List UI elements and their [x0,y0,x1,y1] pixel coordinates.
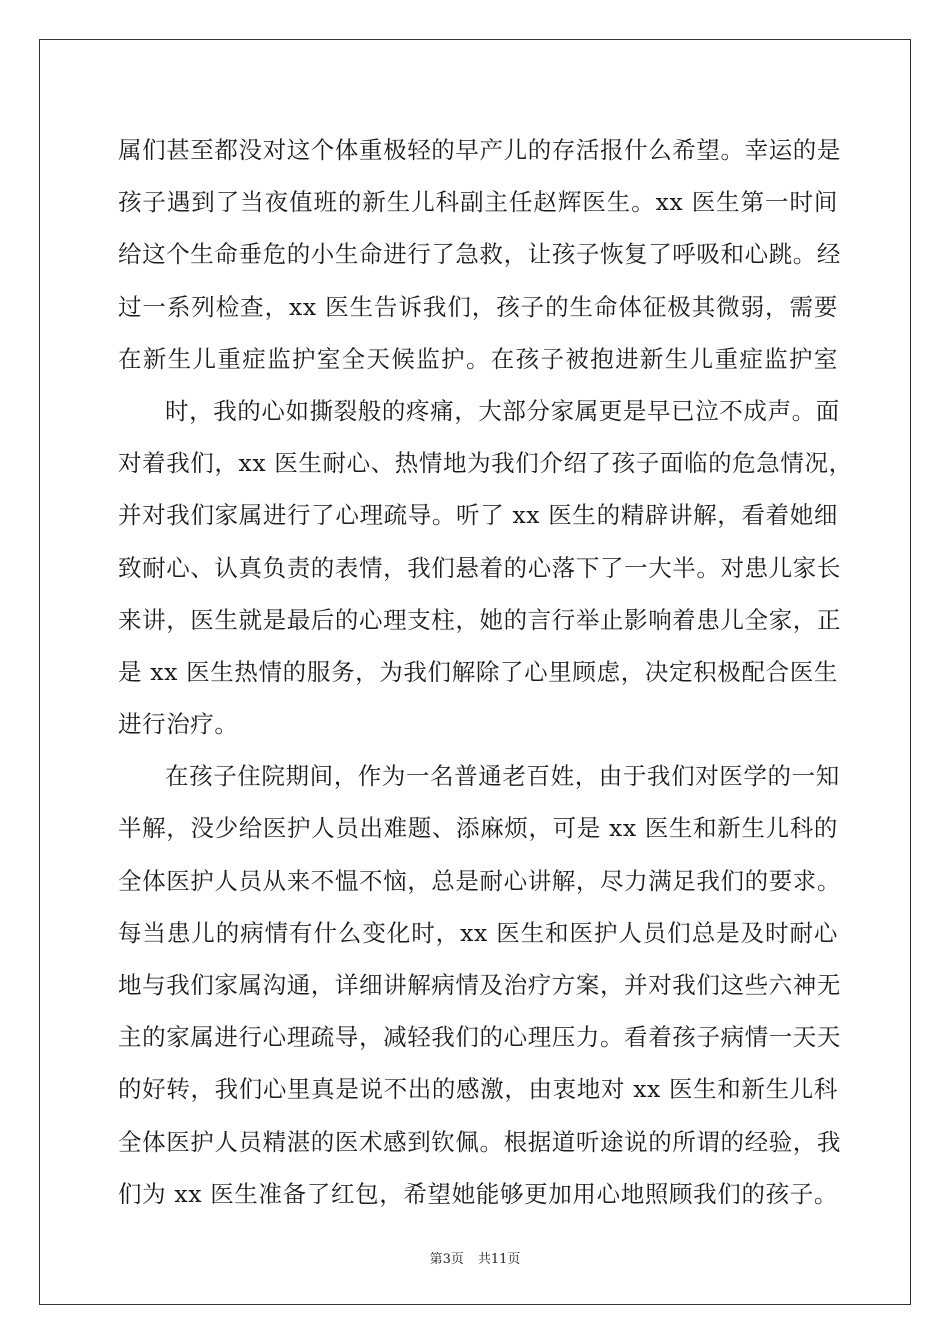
page-footer [0,1248,950,1267]
text-line: 孩子遇到了当夜值班的新生儿科副主任赵辉医生。xx 医生第一时间 [118,188,838,217]
text-line: 的好转，我们心里真是说不出的感激，由衷地对 xx 医生和新生儿科 [118,1075,838,1104]
text-line: 们为 xx 医生准备了红包，希望她能够更加用心地照顾我们的孩子。 [118,1179,838,1208]
text-line: 对着我们，xx 医生耐心、热情地为我们介绍了孩子面临的危急情况， [118,449,853,478]
text-line: 每当患儿的病情有什么变化时，xx 医生和医护人员们总是及时耐心 [118,918,838,947]
text-line: 来讲，医生就是最后的心理支柱，她的言行举止影响着患儿全家，正 [118,605,841,634]
text-line: 过一系列检查，xx 医生告诉我们，孩子的生命体征极其微弱，需要 [118,292,838,321]
text-line: 全体医护人员精湛的医术感到钦佩。根据道听途说的所谓的经验，我 [118,1127,841,1156]
page-total: 共11页 [477,1252,521,1267]
text-line: 并对我们家属进行了心理疏导。听了 xx 医生的精辟讲解，看着她细 [118,501,838,530]
text-line: 半解，没少给医护人员出难题、添麻烦，可是 xx 医生和新生儿科的 [118,814,838,843]
text-line: 在新生儿重症监护室全天候监护。在孩子被抱进新生儿重症监护室 [118,344,838,373]
text-line: 给这个生命垂危的小生命进行了急救，让孩子恢复了呼吸和心跳。经 [118,240,841,269]
text-line: 地与我们家属沟通，详细讲解病情及治疗方案，并对我们这些六神无 [118,971,841,999]
text-line: 全体医护人员从来不愠不恼，总是耐心讲解，尽力满足我们的要求。 [118,866,841,895]
text-line: 主的家属进行心理疏导，减轻我们的心理压力。看着孩子病情一天天 [118,1023,841,1052]
paragraph-first-line: 时，我的心如撕裂般的疼痛，大部分家属更是早已泣不成声。面 [165,396,840,425]
text-line: 属们甚至都没对这个体重极轻的早产儿的存活报什么希望。幸运的是 [118,136,841,164]
document-body [118,128,853,1224]
text-line: 是 xx 医生热情的服务，为我们解除了心里顾虑，决定积极配合医生 [118,657,838,686]
paragraph-first-line: 在孩子住院期间，作为一名普通老百姓，由于我们对医学的一知 [165,762,840,791]
text-line: 致耐心、认真负责的表情，我们悬着的心落下了一大半。对患儿家长 [118,553,841,582]
paragraph-last-line: 进行治疗。 [118,710,239,739]
page-number: 第3页 [429,1252,464,1267]
